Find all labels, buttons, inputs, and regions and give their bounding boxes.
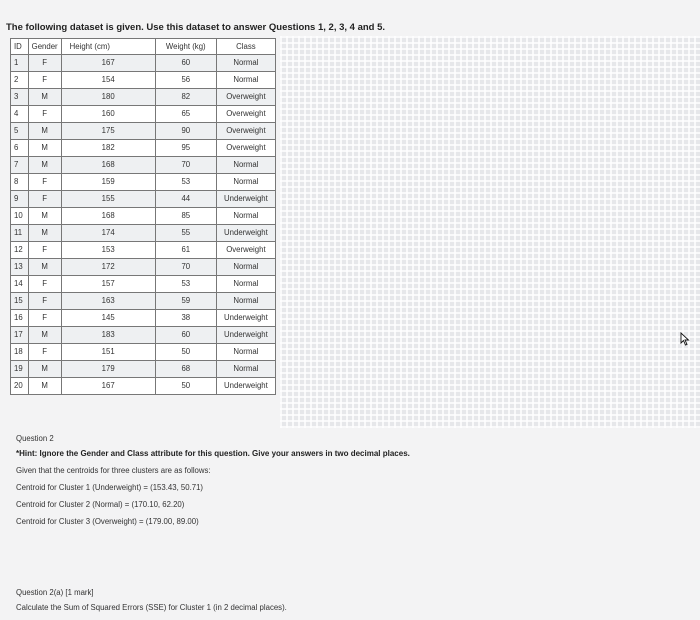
background-pattern: [280, 36, 700, 428]
cell-gender: M: [28, 259, 61, 276]
cell-class: Normal: [216, 157, 275, 174]
cell-weight: 60: [155, 55, 216, 72]
cell-weight: 50: [155, 378, 216, 395]
cell-id: 5: [11, 123, 29, 140]
cell-gender: M: [28, 225, 61, 242]
cell-height: 163: [61, 293, 155, 310]
cell-class: Overweight: [216, 140, 275, 157]
cell-height: 155: [61, 191, 155, 208]
cell-gender: F: [28, 344, 61, 361]
cell-weight: 53: [155, 174, 216, 191]
cell-id: 6: [11, 140, 29, 157]
cell-class: Normal: [216, 174, 275, 191]
cell-gender: M: [28, 327, 61, 344]
table-row: [11, 89, 276, 106]
cell-gender: M: [28, 157, 61, 174]
cell-height: 167: [61, 55, 155, 72]
cell-weight: 38: [155, 310, 216, 327]
cell-class: Overweight: [216, 123, 275, 140]
question2a-text: Calculate the Sum of Squared Errors (SSE) for Cluster 1 (in 2 decimal places).: [16, 603, 287, 612]
cell-id: 19: [11, 361, 29, 378]
cell-weight: 95: [155, 140, 216, 157]
cell-gender: F: [28, 242, 61, 259]
centroid-cluster-2: Centroid for Cluster 2 (Normal) = (170.10, 62.20): [16, 500, 185, 509]
table-row: [11, 55, 276, 72]
cell-weight: 82: [155, 89, 216, 106]
cell-gender: F: [28, 106, 61, 123]
table-row: [11, 225, 276, 242]
header-class: Class: [216, 39, 275, 55]
cell-height: 179: [61, 361, 155, 378]
table-header-row: [11, 39, 276, 55]
table-row: [11, 157, 276, 174]
table-row: [11, 259, 276, 276]
header-gender: Gender: [28, 39, 61, 55]
cell-id: 2: [11, 72, 29, 89]
table-row: [11, 106, 276, 123]
cell-id: 14: [11, 276, 29, 293]
table-row: [11, 72, 276, 89]
table-row: [11, 174, 276, 191]
cell-class: Normal: [216, 344, 275, 361]
table-row: [11, 344, 276, 361]
table-row: [11, 191, 276, 208]
cell-gender: F: [28, 310, 61, 327]
cell-class: Overweight: [216, 242, 275, 259]
centroid-cluster-1: Centroid for Cluster 1 (Underweight) = (153.43, 50.71): [16, 483, 204, 492]
cell-gender: M: [28, 208, 61, 225]
header-height: Height (cm): [61, 39, 155, 55]
question2-title: Question 2: [16, 434, 54, 443]
cell-class: Normal: [216, 361, 275, 378]
cell-height: 175: [61, 123, 155, 140]
cell-height: 153: [61, 242, 155, 259]
cell-height: 157: [61, 276, 155, 293]
cell-height: 167: [61, 378, 155, 395]
cell-id: 4: [11, 106, 29, 123]
cell-height: 182: [61, 140, 155, 157]
table-row: [11, 140, 276, 157]
cell-id: 16: [11, 310, 29, 327]
cell-height: 159: [61, 174, 155, 191]
cell-class: Overweight: [216, 89, 275, 106]
cell-gender: M: [28, 140, 61, 157]
cell-id: 17: [11, 327, 29, 344]
table-row: [11, 123, 276, 140]
mouse-cursor-icon: [680, 332, 692, 346]
question2-given: Given that the centroids for three clusters are as follows:: [16, 466, 211, 475]
cell-weight: 53: [155, 276, 216, 293]
cell-weight: 70: [155, 259, 216, 276]
table-row: [11, 310, 276, 327]
cell-id: 13: [11, 259, 29, 276]
cell-weight: 50: [155, 344, 216, 361]
cell-height: 168: [61, 208, 155, 225]
cell-height: 183: [61, 327, 155, 344]
cell-gender: M: [28, 123, 61, 140]
cell-gender: F: [28, 276, 61, 293]
cell-gender: M: [28, 361, 61, 378]
centroid-cluster-3: Centroid for Cluster 3 (Overweight) = (179.00, 89.00): [16, 517, 199, 526]
cell-height: 172: [61, 259, 155, 276]
cell-id: 1: [11, 55, 29, 72]
cell-id: 3: [11, 89, 29, 106]
cell-class: Normal: [216, 72, 275, 89]
cell-gender: F: [28, 55, 61, 72]
cell-weight: 65: [155, 106, 216, 123]
cell-height: 154: [61, 72, 155, 89]
cell-class: Underweight: [216, 378, 275, 395]
cell-weight: 60: [155, 327, 216, 344]
cell-height: 174: [61, 225, 155, 242]
cell-id: 10: [11, 208, 29, 225]
cell-weight: 68: [155, 361, 216, 378]
cell-id: 7: [11, 157, 29, 174]
cell-weight: 70: [155, 157, 216, 174]
dataset-table: [10, 38, 276, 395]
cell-id: 11: [11, 225, 29, 242]
table-body: [11, 55, 276, 395]
table-row: [11, 293, 276, 310]
header-weight: Weight (kg): [155, 39, 216, 55]
question2-hint: *Hint: Ignore the Gender and Class attribute for this question. Give your answers in two decimal places.: [16, 449, 410, 458]
cell-height: 180: [61, 89, 155, 106]
table-row: [11, 327, 276, 344]
cell-weight: 59: [155, 293, 216, 310]
cell-weight: 55: [155, 225, 216, 242]
cell-class: Underweight: [216, 225, 275, 242]
table-row: [11, 208, 276, 225]
cell-class: Overweight: [216, 106, 275, 123]
table-row: [11, 276, 276, 293]
cell-id: 8: [11, 174, 29, 191]
cell-gender: F: [28, 191, 61, 208]
cell-class: Normal: [216, 293, 275, 310]
question2a-title: Question 2(a) [1 mark]: [16, 588, 94, 597]
cell-gender: F: [28, 72, 61, 89]
cell-class: Normal: [216, 276, 275, 293]
cell-id: 20: [11, 378, 29, 395]
cell-height: 160: [61, 106, 155, 123]
cell-class: Normal: [216, 208, 275, 225]
table-row: [11, 242, 276, 259]
cell-id: 18: [11, 344, 29, 361]
table-row: [11, 378, 276, 395]
intro-text: The following dataset is given. Use this dataset to answer Questions 1, 2, 3, 4 and 5.: [6, 22, 386, 33]
cell-weight: 56: [155, 72, 216, 89]
cell-height: 151: [61, 344, 155, 361]
cell-class: Underweight: [216, 310, 275, 327]
cell-class: Underweight: [216, 327, 275, 344]
cell-gender: F: [28, 293, 61, 310]
header-id: ID: [11, 39, 29, 55]
cell-class: Underweight: [216, 191, 275, 208]
cell-height: 168: [61, 157, 155, 174]
cell-gender: M: [28, 378, 61, 395]
cell-height: 145: [61, 310, 155, 327]
table-row: [11, 361, 276, 378]
cell-weight: 61: [155, 242, 216, 259]
cell-gender: M: [28, 89, 61, 106]
cell-id: 12: [11, 242, 29, 259]
cell-weight: 85: [155, 208, 216, 225]
cell-weight: 90: [155, 123, 216, 140]
cell-id: 15: [11, 293, 29, 310]
cell-class: Normal: [216, 259, 275, 276]
cell-gender: F: [28, 174, 61, 191]
cell-id: 9: [11, 191, 29, 208]
cell-weight: 44: [155, 191, 216, 208]
cell-class: Normal: [216, 55, 275, 72]
